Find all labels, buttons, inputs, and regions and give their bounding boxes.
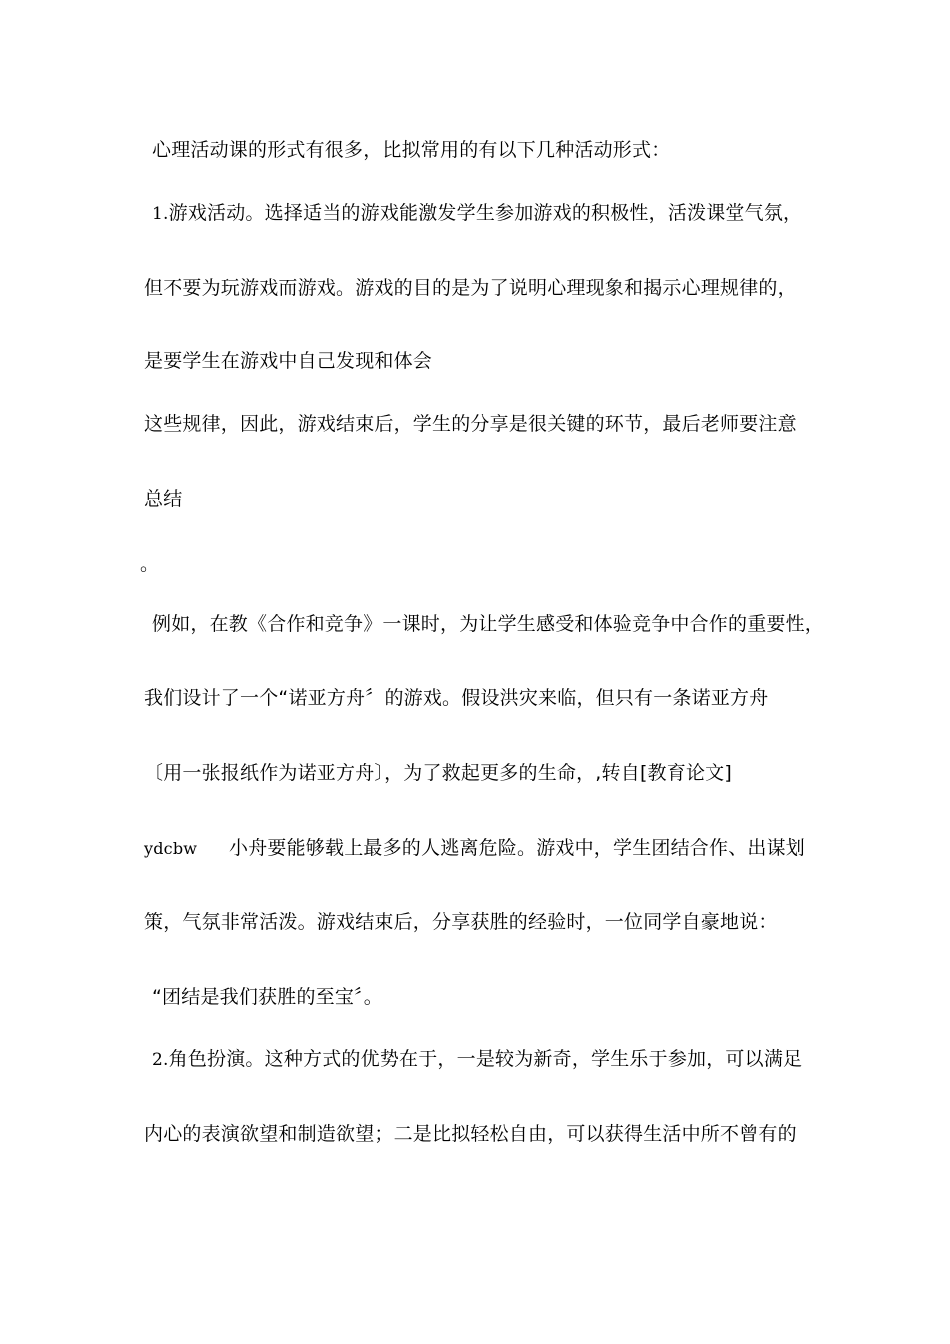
- paragraph-example: [152, 612, 824, 636]
- text-line-row: [144, 836, 197, 861]
- text-line-row: [144, 412, 797, 436]
- text-line-row: [229, 836, 805, 860]
- text-line: 。: [140, 553, 160, 575]
- text-line-row: [144, 487, 182, 511]
- text-line: 是要学生在游戏中自己发现和体会: [144, 350, 433, 372]
- text-line-row: [152, 985, 383, 1009]
- text-line: 游戏活动。选择适当的游戏能激发学生参加游戏的积极性，活泼课堂气氛，: [168, 202, 803, 224]
- text-line: 例如，在教《合作和竞争》一课时，为让学生感受和体验竞争中合作的重要性，: [152, 613, 825, 635]
- text-line: 我们设计了一个“诺亚方舟〞的游戏。假设洪灾来临，但只有一条诺亚方舟: [144, 687, 769, 709]
- text-line: 策，气氛非常活泼。游戏结束后，分享获胜的经验时，一位同学自豪地说：: [144, 911, 778, 933]
- text-line: 总结: [144, 488, 183, 510]
- text-line-row: [144, 686, 768, 710]
- text-line-row: [144, 761, 732, 785]
- paragraph-intro: [152, 138, 670, 162]
- source-tag: ydcbw: [144, 839, 198, 858]
- text-line-row: [144, 910, 778, 934]
- text-line: 心理活动课的形式有很多，比拟常用的有以下几种活动形式：: [152, 139, 671, 161]
- text-line-row: [140, 552, 159, 576]
- text-line: “团结是我们获胜的至宝〞。: [152, 986, 383, 1008]
- list-number: 1.: [152, 204, 169, 224]
- text-line: 小舟要能够载上最多的人逃离危险。游戏中，学生团结合作、出谋划: [229, 837, 806, 859]
- text-line: 内心的表演欲望和制造欲望；二是比拟轻松自由，可以获得生活中所不曾有的: [144, 1123, 797, 1145]
- list-item-2: [152, 1047, 802, 1072]
- text-line: 这些规律，因此，游戏结束后，学生的分享是很关键的环节，最后老师要注意: [144, 413, 797, 435]
- text-line: 角色扮演。这种方式的优势在于，一是较为新奇，学生乐于参加，可以满足: [168, 1048, 803, 1070]
- list-number: 2.: [152, 1050, 169, 1070]
- text-line-row: [144, 1122, 797, 1146]
- text-line: 〔用一张报纸作为诺亚方舟〕，为了救起更多的生命，,转自[教育论文]: [144, 762, 732, 784]
- text-line-row: [144, 276, 797, 300]
- text-line: 但不要为玩游戏而游戏。游戏的目的是为了说明心理现象和揭示心理规律的，: [144, 277, 797, 299]
- list-item-1: [152, 201, 802, 226]
- text-line-row: [144, 349, 432, 373]
